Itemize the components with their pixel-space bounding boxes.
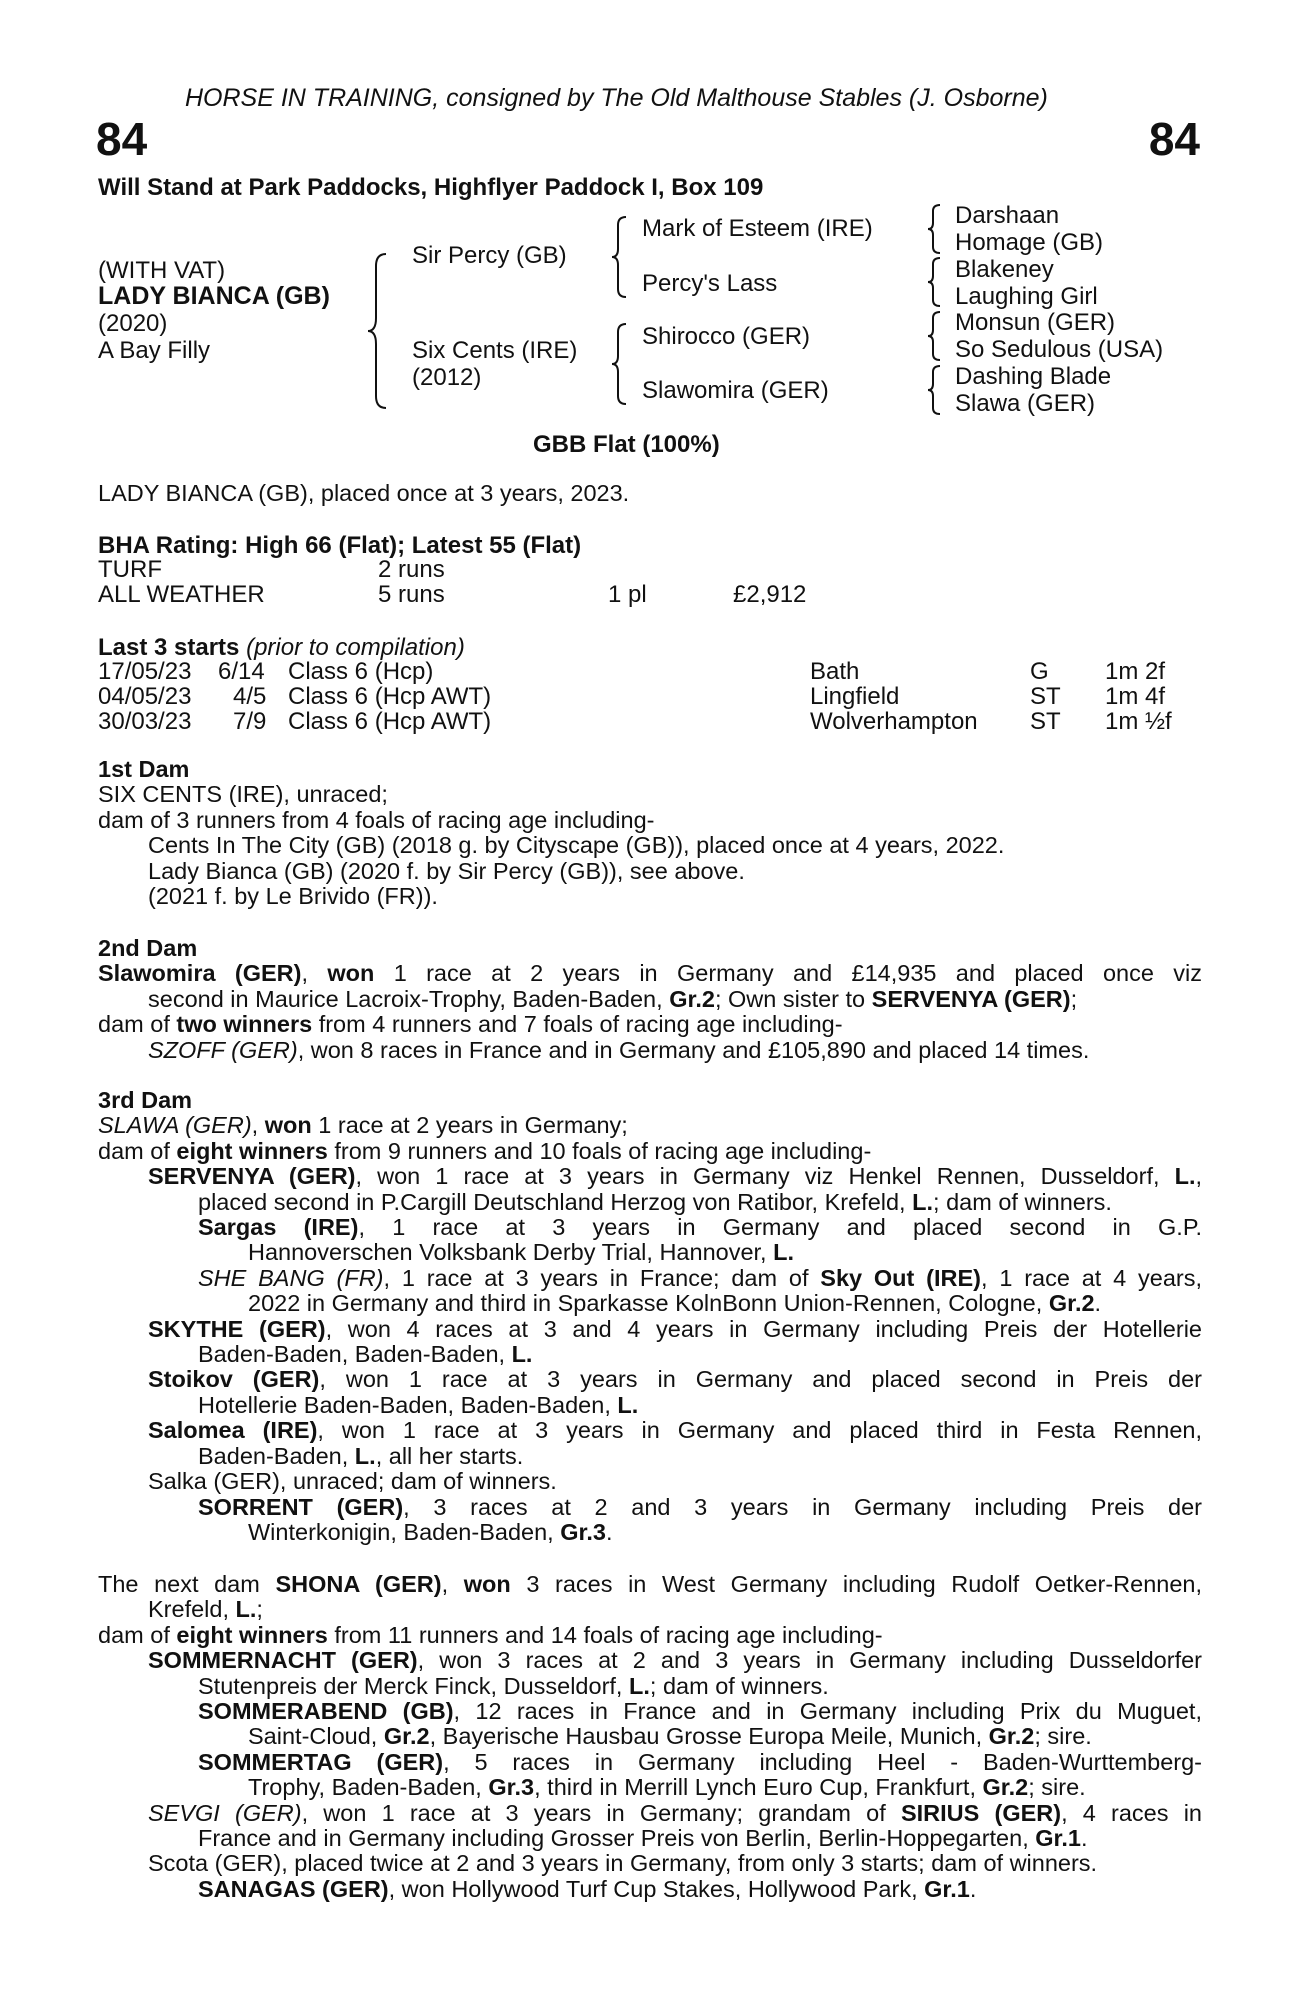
first-dam-produce: Lady Bianca (GB) (2020 f. by Sir Percy (GB)), see above. [148,857,745,884]
next-dam-line [98,1826,1202,1851]
text: , third in Merrill Lynch Euro Cup, Frankfurt, [534,1774,983,1801]
stand-location: Will Stand at Park Paddocks, Highflyer Paddock I, Box 109 [98,174,764,201]
last-starts-title: Last 3 starts [98,634,240,661]
horse-name: Sky Out (IRE) [820,1264,981,1291]
text: . [969,1875,977,1902]
text: , won 3 races at 2 and 3 years in Germany including Dusseldorfer [417,1647,1202,1674]
horse-name: Salomea (IRE) [148,1417,318,1444]
horse-name: SANAGAS (GER) [198,1875,389,1902]
start-date: 30/03/23 [98,708,192,735]
sire-brace [612,215,630,299]
text: , 1 race at 3 years in Germany and placed second in G.P. [358,1214,1202,1241]
text: , 1 race at 4 years, [981,1264,1202,1291]
grade: Gr.2 [383,1723,430,1750]
text: Hotellerie Baden-Baden, Baden-Baden, [198,1391,618,1418]
text: Saint-Cloud, [248,1723,384,1750]
text: Trophy, Baden-Baden, [248,1774,489,1801]
text: won [463,1571,511,1597]
horse-name: SOMMERABEND (GB) [198,1698,454,1725]
start-position: 7/9 [233,708,267,735]
summary-line: LADY BIANCA (GB), placed once at 3 years, 2023. [98,480,630,506]
next-dam-line [98,1801,1202,1826]
start-going: ST [1030,683,1061,710]
text: , won 8 races in France and in Germany and £105,890 and placed 14 times. [297,1036,1090,1063]
text: , won 1 race at 3 years in Germany viz Henkel Rennen, Dusseldorf, [355,1163,1175,1190]
grade: L. [912,1188,934,1215]
grade: L. [1174,1163,1196,1190]
third-dam-title: 3rd Dam [98,1087,193,1113]
text: , won 1 race at 3 years in Germany and placed second in Preis der [319,1366,1202,1393]
next-dam-line [98,1724,1202,1749]
start-distance: 1m ½f [1105,708,1172,735]
text: from 9 runners and 10 foals of racing age including- [327,1137,872,1164]
horse-name: SZOFF (GER) [148,1036,298,1063]
sire-sire: Mark of Esteem (IRE) [642,215,873,242]
horse-name: SORRENT (GER) [198,1493,404,1520]
grade: L. [617,1391,639,1418]
rating-placings: 1 pl [608,581,647,608]
start-position: 6/14 [218,658,265,685]
horse-name: SHE BANG (FR) [198,1264,384,1291]
text: ; sire. [1028,1774,1086,1801]
text: dam of [98,1621,177,1648]
third-dam-line [98,1164,1202,1189]
text: . [1094,1290,1102,1317]
gen3-dss: Monsun (GER) [955,309,1116,336]
next-dam-line [98,1572,1202,1597]
text: , won 1 race at 3 years in Germany; grandam of [301,1799,901,1826]
first-dam-line: SIX CENTS (IRE), unraced; [98,781,388,808]
third-dam-line [98,1113,1202,1138]
text: 1 race at 2 years in Germany and £14,935 and placed once viz [374,960,1202,987]
text: eight winners [176,1621,328,1648]
third-dam-line [98,1342,1202,1367]
sire-dam: Percy's Lass [642,270,778,297]
next-dam-section [98,1572,1202,1902]
text: , all her starts. [375,1442,524,1469]
text: ; sire. [1034,1723,1092,1750]
text: The next dam [98,1571,276,1597]
last-starts-note: (prior to compilation) [246,634,465,661]
rating-surface: ALL WEATHER [98,581,265,608]
text: two winners [176,1011,313,1038]
dam: Six Cents (IRE) [412,337,578,364]
gen3-sss: Darshaan [955,202,1060,229]
gen3-brace-4 [928,364,942,416]
start-date: 04/05/23 [98,683,192,710]
third-dam-line [98,1215,1202,1240]
horse-name: LADY BIANCA (GB) [98,282,330,310]
start-date: 17/05/23 [98,658,192,685]
text: ; dam of winners. [649,1672,829,1699]
start-course: Wolverhampton [810,708,978,735]
horse-name: SIRIUS (GER) [900,1799,1062,1826]
rating-surface: TURF [98,556,162,583]
text: , won 4 races at 3 and 4 years in Germany including Preis der Hotellerie [325,1315,1202,1342]
horse-name: SERVENYA (GER) [148,1163,356,1190]
horse-year: (2020) [98,310,168,337]
gen3-dds: Dashing Blade [955,363,1112,390]
third-dam-line [98,1317,1202,1342]
second-dam-title: 2nd Dam [98,935,198,961]
third-dam-line [98,1266,1202,1291]
grade: L. [354,1442,376,1469]
vat-note: (WITH VAT) [98,257,226,284]
text: 3 races in West Germany including Rudolf Oetker-Rennen, [510,1571,1202,1597]
second-dam-line [98,1012,1202,1037]
text: dam of [98,1011,177,1038]
horse-name: Stoikov (GER) [148,1366,320,1393]
third-dam-line [98,1495,1202,1520]
gen3-sdd: Laughing Girl [955,283,1098,310]
text: Krefeld, [148,1596,236,1623]
next-dam-line [98,1750,1202,1775]
text: eight winners [176,1137,328,1164]
text: , [301,960,328,987]
grade: Gr.2 [982,1774,1029,1801]
second-dam-line [98,1038,1202,1063]
text: , [441,1571,464,1597]
text: , 12 races in France and in Germany including Prix du Muguet, [453,1698,1202,1725]
text: ; [256,1596,263,1623]
text: from 11 runners and 14 foals of racing age including- [327,1621,883,1648]
text: . [605,1518,613,1545]
first-dam-line: dam of 3 runners from 4 foals of racing age including- [98,806,655,833]
gen3-brace-2 [928,256,942,308]
next-dam-line [98,1597,1202,1622]
text: Baden-Baden, [198,1442,355,1469]
text: , 5 races in Germany including Heel - Baden-Wurttemberg- [443,1748,1203,1775]
rating-runs: 2 runs [378,556,445,583]
third-dam-section [98,1088,1202,1545]
grade: Gr.1 [924,1875,970,1902]
grade: L. [235,1596,257,1623]
dam-dam: Slawomira (GER) [642,377,829,404]
grade: Gr.2 [988,1723,1035,1750]
next-dam-line [98,1648,1202,1673]
horse-name: SERVENYA (GER) [871,985,1071,1012]
text: , [1195,1163,1203,1190]
second-dam-line [98,961,1202,986]
text: France and in Germany including Grosser Preis von Berlin, Berlin-Hoppegarten, [198,1825,1036,1852]
third-dam-line [98,1291,1202,1316]
third-dam-line [98,1393,1202,1418]
third-dam-line [98,1240,1202,1265]
next-dam-line [98,1775,1202,1800]
grade: Gr.2 [669,985,715,1012]
gen3-ssd: Homage (GB) [955,229,1104,256]
grade: Gr.3 [488,1774,535,1801]
start-course: Lingfield [810,683,900,710]
text: ; dam of winners. [933,1188,1112,1215]
third-dam-line [98,1367,1202,1392]
third-dam-line [98,1418,1202,1443]
horse-name: SOMMERNACHT (GER) [148,1647,418,1674]
grade: Gr.3 [560,1518,606,1545]
start-going: ST [1030,708,1061,735]
start-distance: 1m 4f [1105,683,1166,710]
text: won [264,1112,312,1139]
next-dam-line [98,1699,1202,1724]
gen3-ddd: Slawa (GER) [955,390,1096,417]
text: , 1 race at 3 years in France; dam of [383,1264,821,1291]
start-distance: 1m 2f [1105,658,1166,685]
third-dam-line: Salka (GER), unraced; dam of winners. [148,1468,557,1495]
horse-name: SEVGI (GER) [148,1799,302,1826]
horse-name: SLAWA (GER) [98,1112,252,1139]
grade: L. [511,1341,533,1368]
rating-earnings: £2,912 [733,581,807,608]
text: dam of [98,1137,177,1164]
text: Stutenpreis der Merck Finck, Dusseldorf, [198,1672,629,1699]
gen3-brace-3 [928,310,942,362]
text: from 4 runners and 7 foals of racing age including- [312,1011,843,1038]
text: placed second in P.Cargill Deutschland Herzog von Ratibor, Krefeld, [198,1188,913,1215]
horse-name: SKYTHE (GER) [148,1315,326,1342]
second-dam-line [98,987,1202,1012]
third-dam-line [98,1520,1202,1545]
dam-brace [612,322,630,406]
first-dam-produce: (2021 f. by Le Brivido (FR)). [148,883,438,910]
text: , [251,1112,265,1139]
gbb-status: GBB Flat (100%) [533,431,720,458]
text: , won Hollywood Turf Cup Stakes, Hollywood Park, [388,1875,925,1902]
text: Baden-Baden, Baden-Baden, [198,1341,512,1368]
sire: Sir Percy (GB) [412,242,567,269]
gen3-sds: Blakeney [955,256,1054,283]
start-going: G [1030,658,1049,685]
text: won [327,960,375,987]
start-course: Bath [810,658,860,685]
text: ; Own sister to [714,985,872,1012]
lot-number-left: 84 [96,113,148,165]
text: Winterkonigin, Baden-Baden, [248,1518,561,1545]
gen3-brace-1 [928,203,942,255]
gen3-dsd: So Sedulous (USA) [955,336,1164,363]
text: 2022 in Germany and third in Sparkasse KolnBonn Union-Rennen, Cologne, [248,1290,1049,1317]
bha-rating-title: BHA Rating: High 66 (Flat); Latest 55 (Flat) [98,532,582,559]
start-position: 4/5 [233,683,267,710]
text: , 3 races at 2 and 3 years in Germany including Preis der [403,1493,1202,1520]
next-dam-line [98,1623,1202,1648]
start-class: Class 6 (Hcp) [288,658,434,685]
grade: Gr.1 [1035,1825,1081,1852]
next-dam-line: Scota (GER), placed twice at 2 and 3 years in Germany, from only 3 starts; dam of winners. [148,1850,1098,1877]
pedigree-brace-main [368,252,392,410]
first-dam-title: 1st Dam [98,756,190,782]
dam-year: (2012) [412,364,482,391]
text: , 4 races in [1061,1799,1202,1826]
next-dam-line [98,1674,1202,1699]
text: Hannoverschen Volksbank Derby Trial, Hannover, [248,1239,774,1266]
horse-name: SOMMERTAG (GER) [198,1748,444,1775]
horse-name: Slawomira (GER) [98,960,302,987]
text: . [1081,1825,1088,1852]
start-class: Class 6 (Hcp AWT) [288,708,492,735]
rating-runs: 5 runs [378,581,445,608]
text: , Bayerische Hausbau Grosse Europa Meile, Munich, [429,1723,989,1750]
grade: L. [629,1672,650,1699]
lot-number-right: 84 [1148,113,1200,165]
consignment-line: HORSE IN TRAINING, consigned by The Old Malthouse Stables (J. Osborne) [185,84,1048,112]
grade: Gr.2 [1048,1290,1095,1317]
first-dam-section [98,757,1202,909]
first-dam-produce: Cents In The City (GB) (2018 g. by Cityscape (GB)), placed once at 4 years, 2022. [148,832,1005,859]
text: , won 1 race at 3 years in Germany and placed third in Festa Rennen, [317,1417,1202,1444]
horse-name: Sargas (IRE) [198,1214,359,1241]
next-dam-line [98,1877,1202,1902]
third-dam-line [98,1139,1202,1164]
third-dam-line [98,1444,1202,1469]
second-dam-section [98,936,1202,1063]
start-class: Class 6 (Hcp AWT) [288,683,492,710]
text: second in Maurice Lacroix-Trophy, Baden-Baden, [148,985,670,1012]
text: ; [1070,985,1078,1012]
third-dam-line [98,1190,1202,1215]
grade: L. [773,1239,795,1266]
text: 1 race at 2 years in Germany; [311,1112,628,1139]
horse-description: A Bay Filly [98,337,211,364]
horse-name: SHONA (GER) [275,1571,442,1597]
dam-sire: Shirocco (GER) [642,323,811,350]
